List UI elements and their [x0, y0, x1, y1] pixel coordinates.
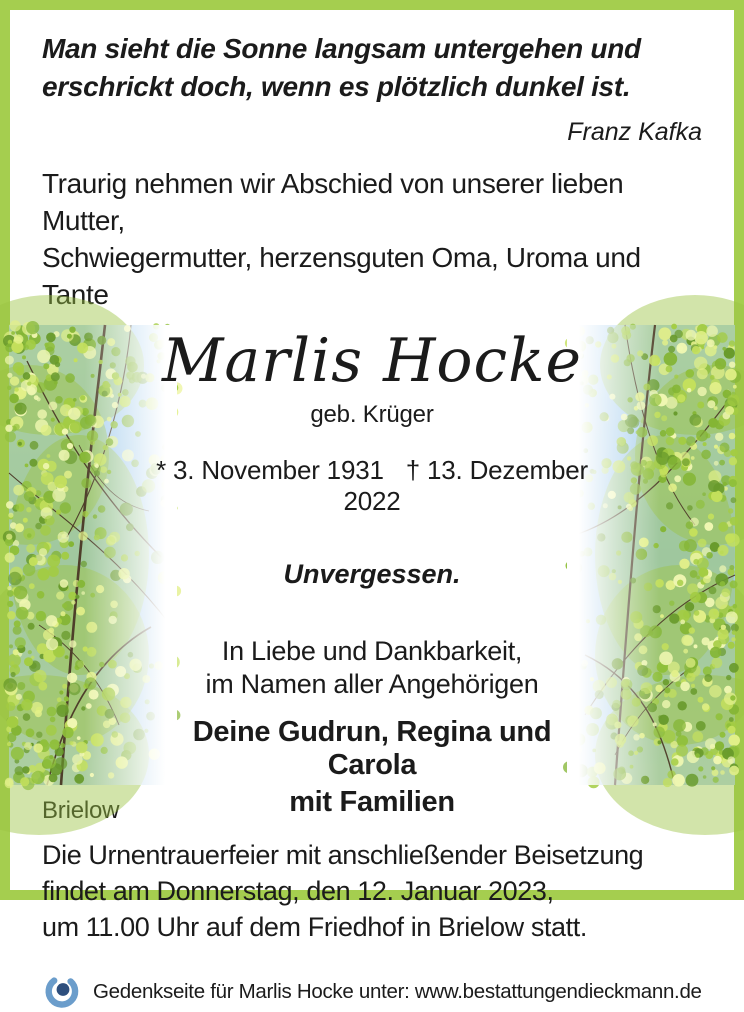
family-suffix: mit Familien — [289, 786, 455, 818]
death-date: † 13. Dezember 2022 — [343, 455, 588, 516]
memorial-band-content — [10, 325, 734, 819]
memorial-footer — [42, 972, 704, 1012]
funeral-details — [42, 837, 704, 945]
quote-text — [42, 30, 704, 106]
funeral-section — [10, 785, 734, 1012]
funeral-line-2: findet am Donnerstag, den 12. Januar 2023, — [42, 876, 554, 906]
funeral-line-1: Die Urnentrauerfeier mit anschließender Beisetzung — [42, 840, 644, 870]
maiden-name: geb. Krüger — [310, 401, 434, 428]
funeral-place: Brielow — [42, 797, 120, 824]
memorial-ring-icon — [42, 972, 82, 1012]
quote-section — [10, 10, 734, 313]
intro-line-1: Traurig nehmen wir Abschied von unserer lieben Mutter, — [42, 168, 624, 236]
thanks-line-1: In Liebe und Dankbarkeit, — [221, 636, 523, 666]
family-names: Deine Gudrun, Regina und Carola — [192, 716, 552, 781]
funeral-line-3: um 11.00 Uhr auf dem Friedhof in Brielow statt. — [42, 912, 587, 942]
intro-text — [42, 165, 704, 313]
quote-line-2: erschrickt doch, wenn es plötzlich dunkel ist. — [42, 71, 631, 102]
intro-line-2: Schwiegermutter, herzensguten Oma, Uroma und Tante — [42, 242, 641, 310]
life-dates — [150, 455, 594, 517]
quote-line-1: Man sieht die Sonne langsam untergehen und — [42, 33, 641, 64]
deceased-name: Marlis Hocke — [161, 326, 583, 396]
thanks-line-2: im Namen aller Angehörigen — [205, 669, 539, 699]
unforgotten-text: Unvergessen. — [283, 559, 461, 589]
birth-date: * 3. November 1931 — [156, 455, 384, 485]
memorial-link-text: Gedenkseite für Marlis Hocke unter: www.bestattungendieckmann.de — [93, 980, 702, 1003]
quote-attribution: Franz Kafka — [567, 118, 702, 146]
